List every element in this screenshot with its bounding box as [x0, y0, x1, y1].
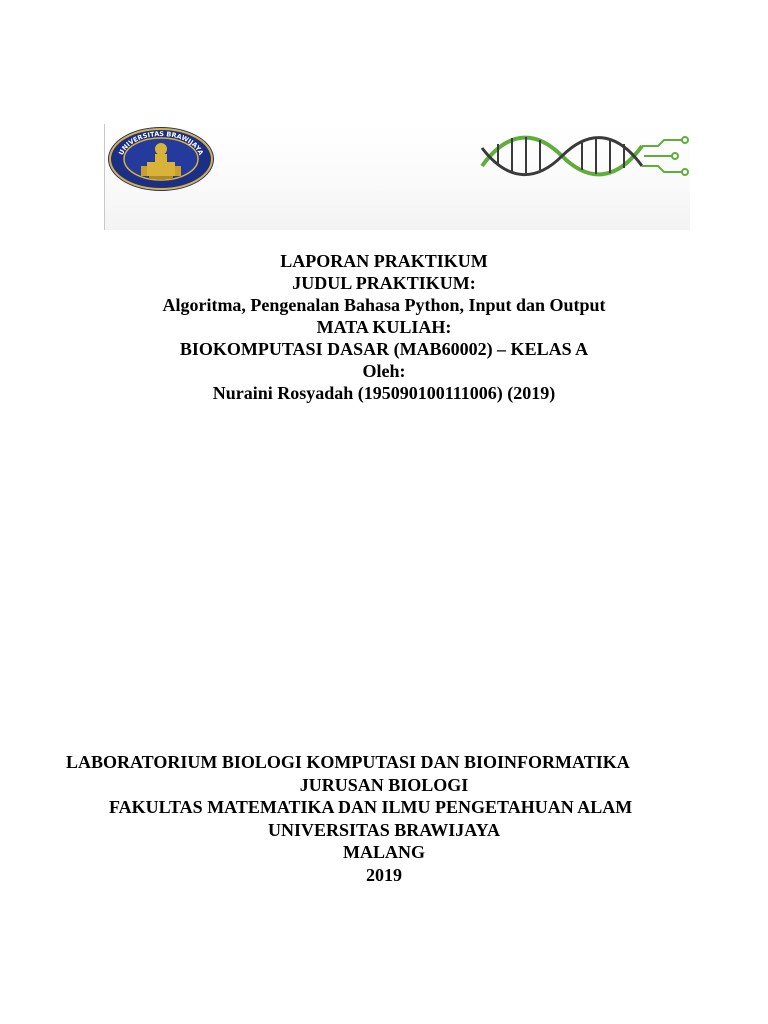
report-type: LAPORAN PRAKTIKUM — [280, 251, 488, 271]
banner-edge — [104, 124, 105, 230]
title-block — [0, 250, 768, 404]
faculty-name: FAKULTAS MATEMATIKA DAN ILMU PENGETAHUAN ALAM — [109, 797, 633, 817]
practicum-title: Algoritma, Pengenalan Bahasa Python, Input dan Output — [162, 295, 606, 315]
dna-circuit-icon — [478, 126, 694, 186]
course-label: MATA KULIAH: — [316, 317, 452, 337]
header-banner — [104, 124, 690, 230]
university-name: UNIVERSITAS BRAWIJAYA — [268, 819, 500, 840]
city-name: MALANG — [343, 842, 425, 862]
course-name: BIOKOMPUTASI DASAR (MAB60002) – KELAS A — [179, 339, 589, 359]
seal-lettering: UNIVERSITAS BRAWIJAYA — [117, 129, 205, 157]
year: 2019 — [366, 864, 402, 885]
author-name: Nuraini Rosyadah (195090100111006) (2019) — [212, 383, 556, 403]
author-label: Oleh: — [362, 361, 406, 381]
universitas-brawijaya-seal-icon — [106, 126, 216, 192]
department-name: JURUSAN BIOLOGI — [299, 774, 469, 795]
laboratory-name: LABORATORIUM BIOLOGI KOMPUTASI DAN BIOINFORMATIKA — [66, 752, 630, 772]
practicum-title-label: JUDUL PRAKTIKUM: — [292, 273, 476, 293]
